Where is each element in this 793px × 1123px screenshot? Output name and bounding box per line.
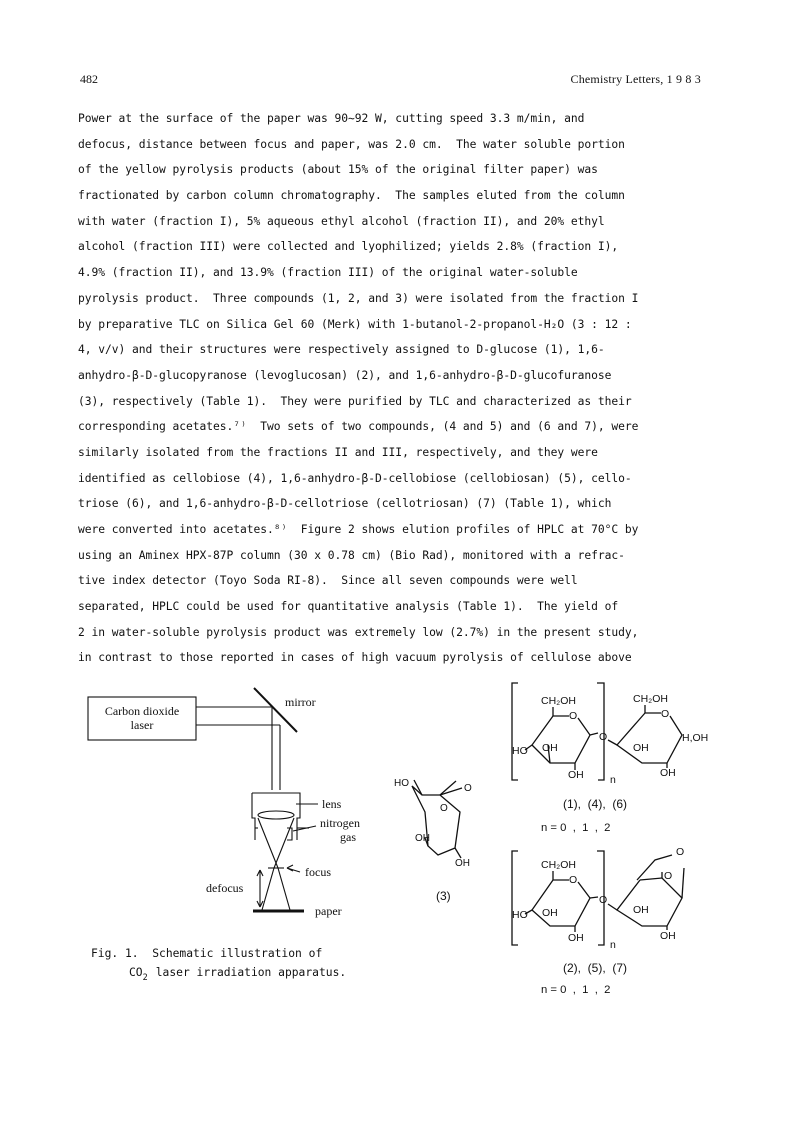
structure-set-2 — [512, 846, 684, 996]
svg-text:O: O — [676, 846, 685, 858]
caption-co: CO — [129, 966, 143, 979]
mirror — [254, 688, 297, 732]
svg-text:O: O — [464, 783, 472, 794]
figure-1-caption-line1: Fig. 1. Schematic illustration of — [91, 947, 323, 960]
body-paragraph — [78, 106, 718, 671]
svg-text:OH: OH — [660, 767, 676, 779]
svg-text:O: O — [599, 894, 608, 906]
set-1-label: (1), (4), (6) — [563, 797, 628, 811]
svg-text:O: O — [440, 803, 448, 814]
svg-text:OH: OH — [455, 858, 470, 869]
caption-rest: laser irradiation apparatus. — [155, 966, 347, 979]
svg-text:CO2laser irradiation apparatus — [129, 966, 346, 983]
svg-text:O: O — [569, 710, 578, 722]
body-line: triose (6), and 1,6-anhydro-β-D-cellotriose (cellotriosan) (7) (Table 1), which — [78, 497, 612, 511]
structure-set-1 — [512, 683, 708, 834]
body-line: in contrast to those reported in cases of high vacuum pyrolysis of cellulose above — [78, 651, 632, 665]
svg-text:n: n — [610, 774, 616, 786]
svg-text:CH₂OH: CH₂OH — [633, 693, 668, 705]
nozzle-housing — [252, 793, 300, 840]
caption-sub: 2 — [142, 973, 148, 983]
lens — [258, 811, 294, 819]
svg-text:O: O — [664, 870, 673, 882]
svg-text:OH: OH — [660, 930, 676, 942]
defocus-label: defocus — [206, 881, 244, 895]
body-line: defocus, distance between focus and paper, was 2.0 cm. The water soluble portion — [78, 137, 625, 151]
body-line: anhydro-β-D-glucopyranose (levoglucosan) (2), and 1,6-anhydro-β-D-glucofuranose — [78, 368, 612, 382]
body-line: using an Aminex HPX-87P column (30 x 0.78 cm) (Bio Rad), monitored with a refrac- — [78, 548, 625, 562]
journal-header: Chemistry Letters, 1 9 8 3 — [570, 72, 701, 86]
svg-text:OH: OH — [415, 833, 430, 844]
body-line: corresponding acetates.⁷⁾ Two sets of two compounds, (4 and 5) and (6 and 7), were — [78, 420, 639, 434]
svg-text:CH₂OH: CH₂OH — [541, 695, 576, 707]
laser-box — [88, 697, 196, 740]
svg-text:OH: OH — [633, 742, 649, 754]
body-line: with water (fraction I), 5% aqueous ethyl alcohol (fraction II), and 20% ethyl — [78, 214, 605, 228]
paper-label: paper — [315, 904, 342, 918]
focus-label: focus — [305, 865, 331, 879]
body-line: similarly isolated from the fractions II and III, respectively, and they were — [78, 445, 598, 459]
svg-text:HO: HO — [512, 909, 528, 921]
svg-text:n: n — [610, 939, 616, 951]
nitrogen-label: nitrogen — [320, 816, 360, 830]
svg-text:O: O — [569, 874, 578, 886]
body-line: 2 in water-soluble pyrolysis product was extremely low (2.7%) in the present study, — [78, 625, 639, 639]
laser-label-line2: laser — [130, 718, 154, 732]
svg-text:HO: HO — [512, 745, 528, 757]
lens-label: lens — [322, 797, 342, 811]
body-line: identified as cellobiose (4), 1,6-anhydro-β-D-cellobiose (cellobiosan) (5), cello- — [78, 471, 632, 485]
page-number: 482 — [80, 72, 98, 86]
compound-3-structure — [394, 778, 472, 903]
body-line: 4, v/v) and their structures were respectively assigned to D-glucose (1), 1,6- — [78, 343, 605, 357]
body-line: Power at the surface of the paper was 90∼92 W, cutting speed 3.3 m/min, and — [78, 112, 585, 125]
body-line: 4.9% (fraction II), and 13.9% (fraction III) of the original water-soluble — [78, 266, 578, 280]
body-line: tive index detector (Toyo Soda RI-8). Since all seven compounds were well — [78, 574, 578, 588]
svg-text:O: O — [599, 731, 608, 743]
compound-3-label: (3) — [436, 889, 451, 903]
body-line: of the yellow pyrolysis products (about 15% of the original filter paper) was — [78, 163, 598, 177]
svg-text:OH: OH — [542, 742, 558, 754]
svg-text:O: O — [661, 708, 670, 720]
body-line: separated, HPLC could be used for quantitative analysis (Table 1). The yield of — [78, 600, 619, 614]
svg-text:OH: OH — [568, 932, 584, 944]
set-2-label: (2), (5), (7) — [563, 961, 628, 975]
set-2-n: n = 0 , 1 , 2 — [541, 984, 611, 996]
mirror-label: mirror — [285, 695, 316, 709]
svg-text:OH: OH — [633, 904, 649, 916]
svg-text:OH: OH — [568, 769, 584, 781]
laser-label-line1: Carbon dioxide — [104, 704, 180, 718]
gas-label: gas — [340, 830, 356, 844]
body-line: (3), respectively (Table 1). They were purified by TLC and characterized as their — [78, 394, 632, 408]
body-line: were converted into acetates.⁸⁾ Figure 2 shows elution profiles of HPLC at 70°C by — [78, 523, 639, 536]
svg-text:CH₂OH: CH₂OH — [541, 859, 576, 871]
body-line: fractionated by carbon column chromatography. The samples eluted from the column — [78, 189, 625, 203]
svg-text:H,OH: H,OH — [682, 732, 709, 744]
body-line: alcohol (fraction III) were collected and lyophilized; yields 2.8% (fraction I), — [78, 240, 619, 254]
set-1-n: n = 0 , 1 , 2 — [541, 822, 611, 834]
body-line: pyrolysis product. Three compounds (1, 2, and 3) were isolated from the fraction I — [78, 291, 639, 305]
body-line: by preparative TLC on Silica Gel 60 (Merk) with 1-butanol-2-propanol-H₂O (3 : 12 : — [78, 317, 632, 331]
svg-text:OH: OH — [542, 907, 558, 919]
svg-text:HO: HO — [394, 778, 409, 789]
